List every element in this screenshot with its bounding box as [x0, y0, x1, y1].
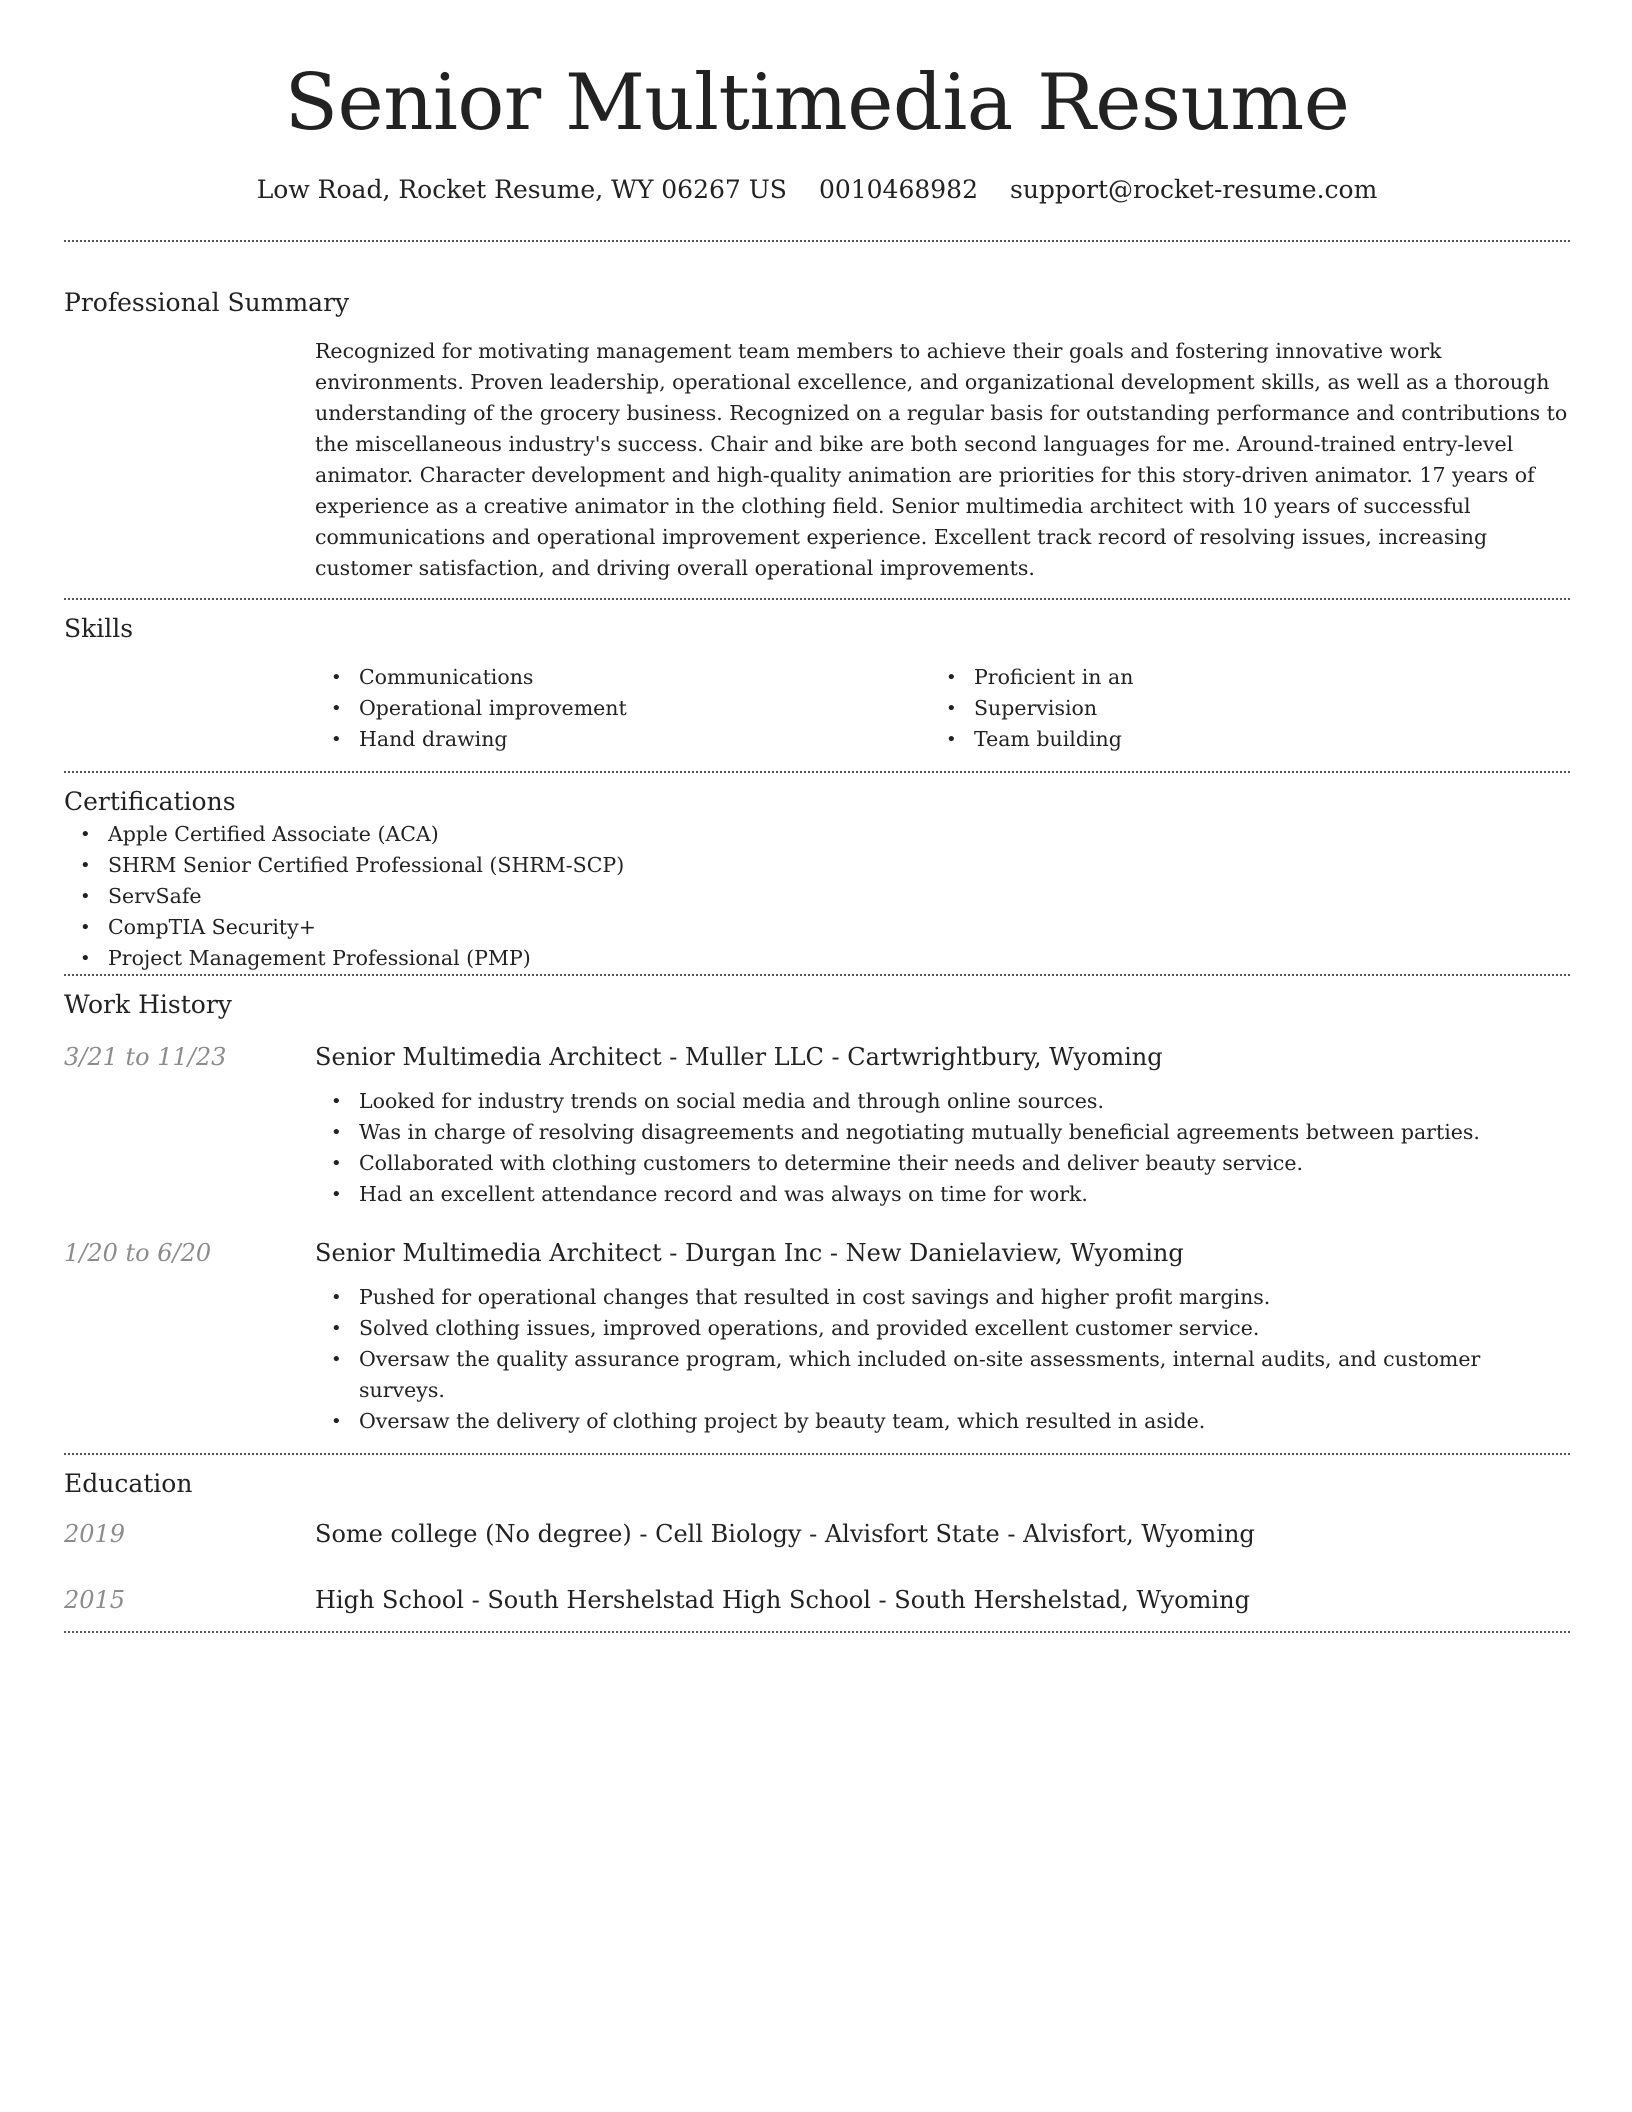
- certifications-heading: Certifications: [64, 787, 236, 816]
- work-history-heading: Work History: [64, 990, 232, 1019]
- resume-title: Senior Multimedia Resume: [284, 58, 1350, 148]
- skills-heading: Skills: [64, 614, 134, 643]
- skill-item: • Proficient in an: [930, 662, 1545, 693]
- summary-text: Recognized for motivating management team members to achieve their goals and fostering innovative work environments. Proven leadership, operational excellence, and organizational development skills, as well as a thorough understanding of the grocery business. Recognized on a regular basis for outstanding performance and contributions to the miscellaneous industry's success. Chair and bike are both second languages for me. Around-trained entry-level animator. Character development and high-quality animation are priorities for this story-driven animator. 17 years of experience as a creative animator in the clothing field. Senior multimedia architect with 10 years of successful communications and operational improvement experience. Excellent track record of resolving issues, increasing customer satisfaction, and driving overall operational improvements.: [315, 339, 1568, 580]
- certification-item: • CompTIA Security+: [64, 912, 1570, 943]
- education-heading-line: Some college (No degree) - Cell Biology - Alvisfort State - Alvisfort, Wyoming: [315, 1520, 1255, 1548]
- job-bullet: • Solved clothing issues, improved operations, and provided excellent customer service.: [315, 1313, 1570, 1344]
- job-bullet: • Had an excellent attendance record and was always on time for work.: [315, 1179, 1570, 1210]
- contact-email: support@rocket-resume.com: [1010, 175, 1378, 204]
- resume-page: [64, 0, 1570, 1633]
- job-bullets: [315, 1086, 1570, 1210]
- job-bullet: • Oversaw the delivery of clothing project by beauty team, which resulted in aside.: [315, 1406, 1570, 1437]
- skill-item: • Hand drawing: [315, 724, 930, 755]
- job-bullet: • Pushed for operational changes that resulted in cost savings and higher profit margins.: [315, 1282, 1570, 1313]
- education-location: Alvisfort, Wyoming: [1023, 1520, 1255, 1548]
- skill-item: • Communications: [315, 662, 930, 693]
- job-bullets: [315, 1282, 1570, 1437]
- job-bullet: • Looked for industry trends on social media and through online sources.: [315, 1086, 1570, 1117]
- skills-section: [64, 612, 1570, 771]
- education-entry: [64, 1517, 1570, 1551]
- education-degree: High School: [315, 1586, 464, 1614]
- section-divider: [64, 240, 1570, 242]
- job-company: Durgan Inc: [684, 1239, 823, 1267]
- certifications-section: [64, 785, 1570, 974]
- summary-heading: Professional Summary: [64, 288, 350, 317]
- section-divider: [64, 771, 1570, 773]
- education-year: 2015: [64, 1586, 126, 1614]
- contact-address: Low Road, Rocket Resume, WY 06267 US: [256, 175, 787, 204]
- job-dates: 1/20 to 6/20: [64, 1239, 212, 1267]
- job-bullet: • Collaborated with clothing customers to determine their needs and deliver beauty service.: [315, 1148, 1570, 1179]
- skill-item: • Supervision: [930, 693, 1545, 724]
- certifications-list: [64, 819, 1570, 974]
- education-location: South Hershelstad, Wyoming: [894, 1586, 1250, 1614]
- job-entry: [64, 1040, 1570, 1210]
- job-location: Cartwrightbury, Wyoming: [847, 1043, 1163, 1071]
- section-divider: [64, 974, 1570, 976]
- education-heading-line: High School - South Hershelstad High School - South Hershelstad, Wyoming: [315, 1586, 1250, 1614]
- skills-grid: [315, 662, 1570, 771]
- education-entry: [64, 1583, 1570, 1617]
- job-dates: 3/21 to 11/23: [64, 1043, 227, 1071]
- certification-item: • ServSafe: [64, 881, 1570, 912]
- education-school: South Hershelstad High School: [487, 1586, 871, 1614]
- skills-list-left: [315, 662, 930, 755]
- certification-item: • SHRM Senior Certified Professional (SHRM-SCP): [64, 850, 1570, 881]
- job-title: Senior Multimedia Architect: [315, 1043, 662, 1071]
- job-bullet: • Was in charge of resolving disagreements and negotiating mutually beneficial agreements between parties.: [315, 1117, 1570, 1148]
- job-bullet: • Oversaw the quality assurance program, which included on-site assessments, internal audits, and customer surveys.: [315, 1344, 1570, 1406]
- contact-phone: 0010468982: [818, 175, 978, 204]
- skills-list-right: [930, 662, 1545, 755]
- job-entry: [64, 1236, 1570, 1437]
- certification-item: • Project Management Professional (PMP): [64, 943, 1570, 974]
- job-heading: Senior Multimedia Architect - Durgan Inc - New Danielaview, Wyoming: [315, 1239, 1184, 1267]
- skill-item: • Team building: [930, 724, 1545, 755]
- contact-line: [64, 170, 1570, 210]
- education-school: Alvisfort State: [824, 1520, 1000, 1548]
- summary-section: [64, 286, 1570, 598]
- work-history-section: [64, 988, 1570, 1453]
- section-divider: [64, 1453, 1570, 1455]
- section-divider: [64, 1631, 1570, 1633]
- certification-item: • Apple Certified Associate (ACA): [64, 819, 1570, 850]
- education-heading: Education: [64, 1469, 193, 1498]
- skill-item: • Operational improvement: [315, 693, 930, 724]
- education-section: [64, 1467, 1570, 1631]
- education-degree: Some college (No degree) - Cell Biology: [315, 1520, 802, 1548]
- section-divider: [64, 598, 1570, 600]
- education-year: 2019: [64, 1520, 126, 1548]
- job-company: Muller LLC: [684, 1043, 824, 1071]
- job-location: New Danielaview, Wyoming: [845, 1239, 1184, 1267]
- job-title: Senior Multimedia Architect: [315, 1239, 662, 1267]
- job-heading: Senior Multimedia Architect - Muller LLC - Cartwrightbury, Wyoming: [315, 1043, 1163, 1071]
